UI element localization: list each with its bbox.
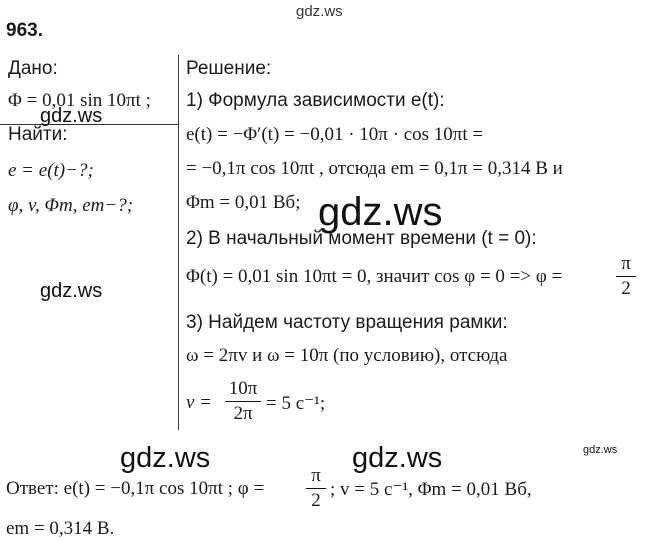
answer-line-1b: ; v = 5 с⁻¹, Φm = 0,01 Вб, [330,479,532,500]
solution-header: Решение: [186,58,272,79]
solution-line-4: Φ(t) = 0,01 sin 10πt = 0, значит cos φ = 0 => φ = [186,266,563,287]
watermark-medium-1: gdz.ws [120,442,211,474]
step2-title: 2) В начальный момент времени (t = 0): [186,228,537,249]
watermark-small-2: gdz.ws [40,280,103,302]
vertical-divider [178,55,179,430]
phi-fraction [616,253,636,300]
solution-line-6-right: = 5 с⁻¹; [266,393,326,414]
solution-line-3: Φm = 0,01 Вб; [186,192,301,213]
watermark-small-1: gdz.ws [40,105,103,127]
phi-fraction-numerator: π [621,253,631,274]
frequency-fraction [225,378,261,425]
step1-title: 1) Формула зависимости e(t): [186,90,445,111]
step3-title: 3) Найдем частоту вращения рамки: [186,312,508,333]
problem-number: 963. [6,20,43,41]
answer-fraction [306,465,326,512]
answer-line-1a: Ответ: e(t) = −0,1π cos 10πt ; φ = [6,478,265,499]
answer-fraction-denominator: 2 [311,490,321,511]
watermark-medium-2: gdz.ws [352,442,443,474]
frequency-fraction-denominator: 2π [233,403,253,424]
given-header: Дано: [8,58,58,79]
answer-line-2: em = 0,314 В. [6,518,115,539]
answer-fraction-numerator: π [311,465,321,486]
solution-line-5: ω = 2πv и ω = 10π (по условию), отсюда [186,345,508,366]
solution-line-2: = −0,1π cos 10πt , отсюда em = 0,1π = 0,314 В и [186,158,563,179]
phi-fraction-denominator: 2 [621,278,631,299]
solution-line-1: e(t) = −Φ′(t) = −0,01 · 10π · cos 10πt = [186,124,484,145]
watermark-tiny: gdz.ws [583,444,618,456]
given-flux: Φ = 0,01 sin 10πt ; [8,90,151,111]
find-item-1: e = e(t)−?; [8,160,94,181]
find-item-2: φ, v, Φm, em−?; [8,195,134,216]
top-watermark: gdz.ws [296,3,343,20]
watermark-large: gdz.ws [318,190,443,234]
solution-line-6-left: v = [186,392,213,413]
frequency-fraction-numerator: 10π [228,378,258,399]
find-header: Найти: [8,124,68,145]
